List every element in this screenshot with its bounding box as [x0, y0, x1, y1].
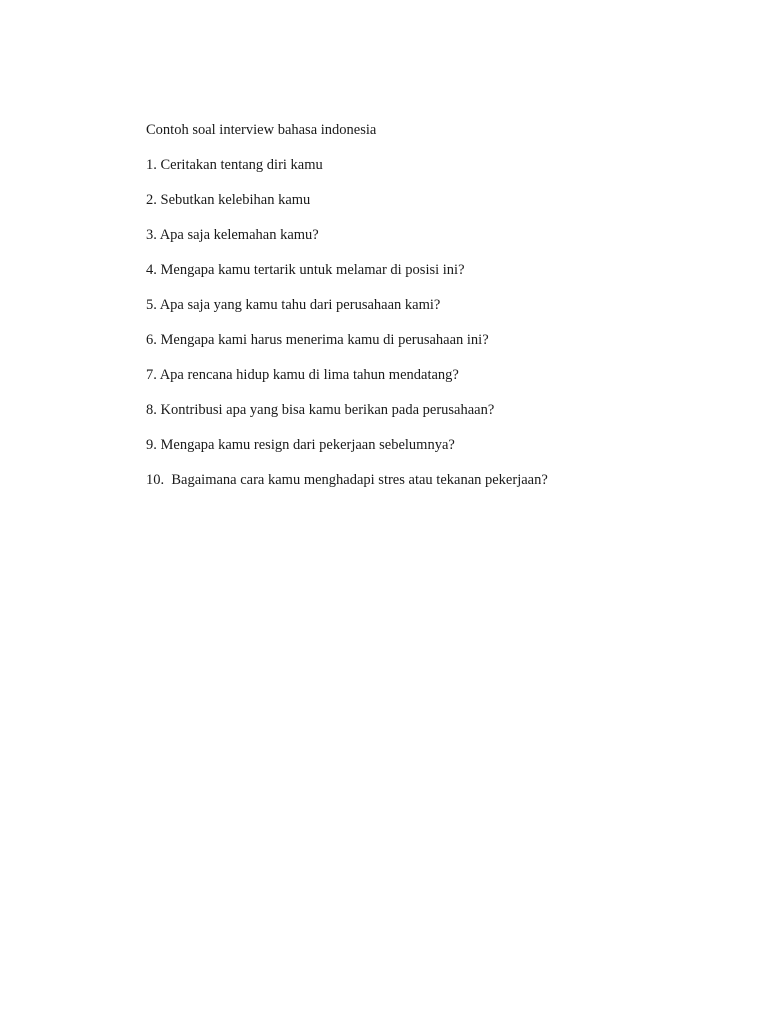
question-item-9: 9. Mengapa kamu resign dari pekerjaan sebelumnya? [146, 437, 455, 453]
question-item-10: 10. Bagaimana cara kamu menghadapi stres atau tekanan pekerjaan? [146, 472, 548, 488]
question-item-8: 8. Kontribusi apa yang bisa kamu berikan pada perusahaan? [146, 402, 495, 418]
question-item-4: 4. Mengapa kamu tertarik untuk melamar di posisi ini? [146, 262, 465, 278]
question-item-7: 7. Apa rencana hidup kamu di lima tahun mendatang? [146, 367, 459, 383]
question-item-6: 6. Mengapa kami harus menerima kamu di perusahaan ini? [146, 332, 489, 348]
document-title: Contoh soal interview bahasa indonesia [146, 122, 377, 138]
question-item-2: 2. Sebutkan kelebihan kamu [146, 192, 311, 208]
question-item-5: 5. Apa saja yang kamu tahu dari perusahaan kami? [146, 297, 441, 313]
question-item-1: 1. Ceritakan tentang diri kamu [146, 157, 323, 173]
question-list [146, 156, 728, 490]
question-item-3: 3. Apa saja kelemahan kamu? [146, 227, 319, 243]
